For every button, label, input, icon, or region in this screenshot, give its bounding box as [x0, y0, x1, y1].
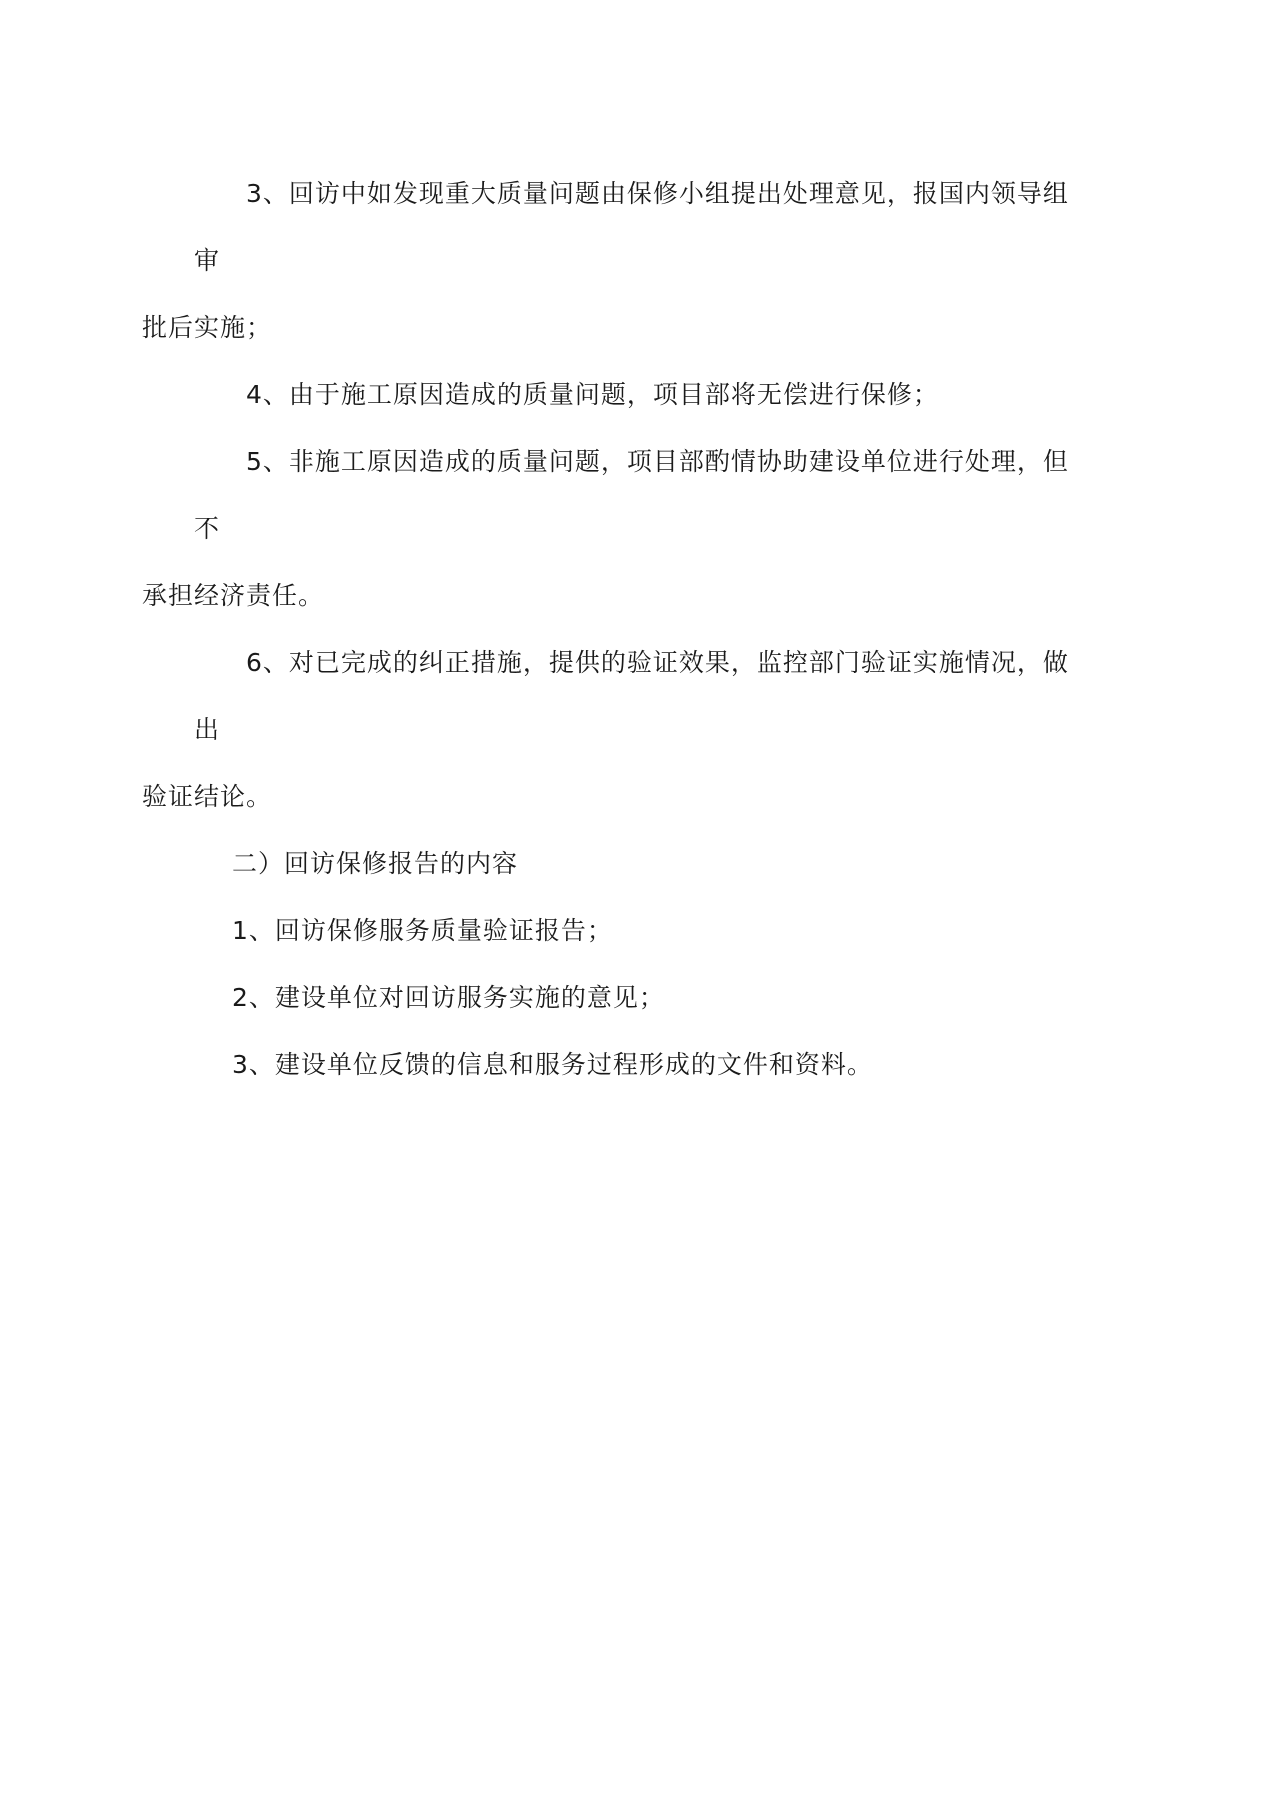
paragraph-line: 6、对已完成的纠正措施，提供的验证效果，监控部门验证实施情况，做出: [194, 648, 1069, 744]
list-item-3-feedback-documents: [194, 1031, 1094, 1098]
paragraph-item-4-construction-cause: [194, 361, 1094, 428]
list-item-text: 1、回访保修服务质量验证报告；: [232, 916, 613, 945]
paragraph-line: 承担经济责任。: [142, 581, 325, 610]
section-heading-report-content: [194, 830, 1094, 897]
list-item-text: 2、建设单位对回访服务实施的意见；: [232, 983, 665, 1012]
paragraph-line: 4、由于施工原因造成的质量问题，项目部将无偿进行保修；: [246, 380, 939, 409]
list-item-1-verification-report: [194, 897, 1094, 964]
paragraph-line: 批后实施；: [142, 313, 273, 342]
paragraph-item-6-corrective-measures: [142, 629, 1094, 830]
list-item-2-client-opinion: [194, 964, 1094, 1031]
list-item-text: 3、建设单位反馈的信息和服务过程形成的文件和资料。: [232, 1050, 873, 1079]
paragraph-item-5-non-construction-cause: [142, 428, 1094, 629]
paragraph-line: 3、回访中如发现重大质量问题由保修小组提出处理意见，报国内领导组审: [194, 179, 1069, 275]
document-body: [142, 160, 1094, 1098]
paragraph-line: 验证结论。: [142, 782, 273, 811]
paragraph-item-3-revisit-major-issues: [142, 160, 1094, 361]
paragraph-line: 5、非施工原因造成的质量问题，项目部酌情协助建设单位进行处理，但不: [194, 447, 1069, 543]
section-heading-text: 二）回访保修报告的内容: [232, 849, 519, 878]
